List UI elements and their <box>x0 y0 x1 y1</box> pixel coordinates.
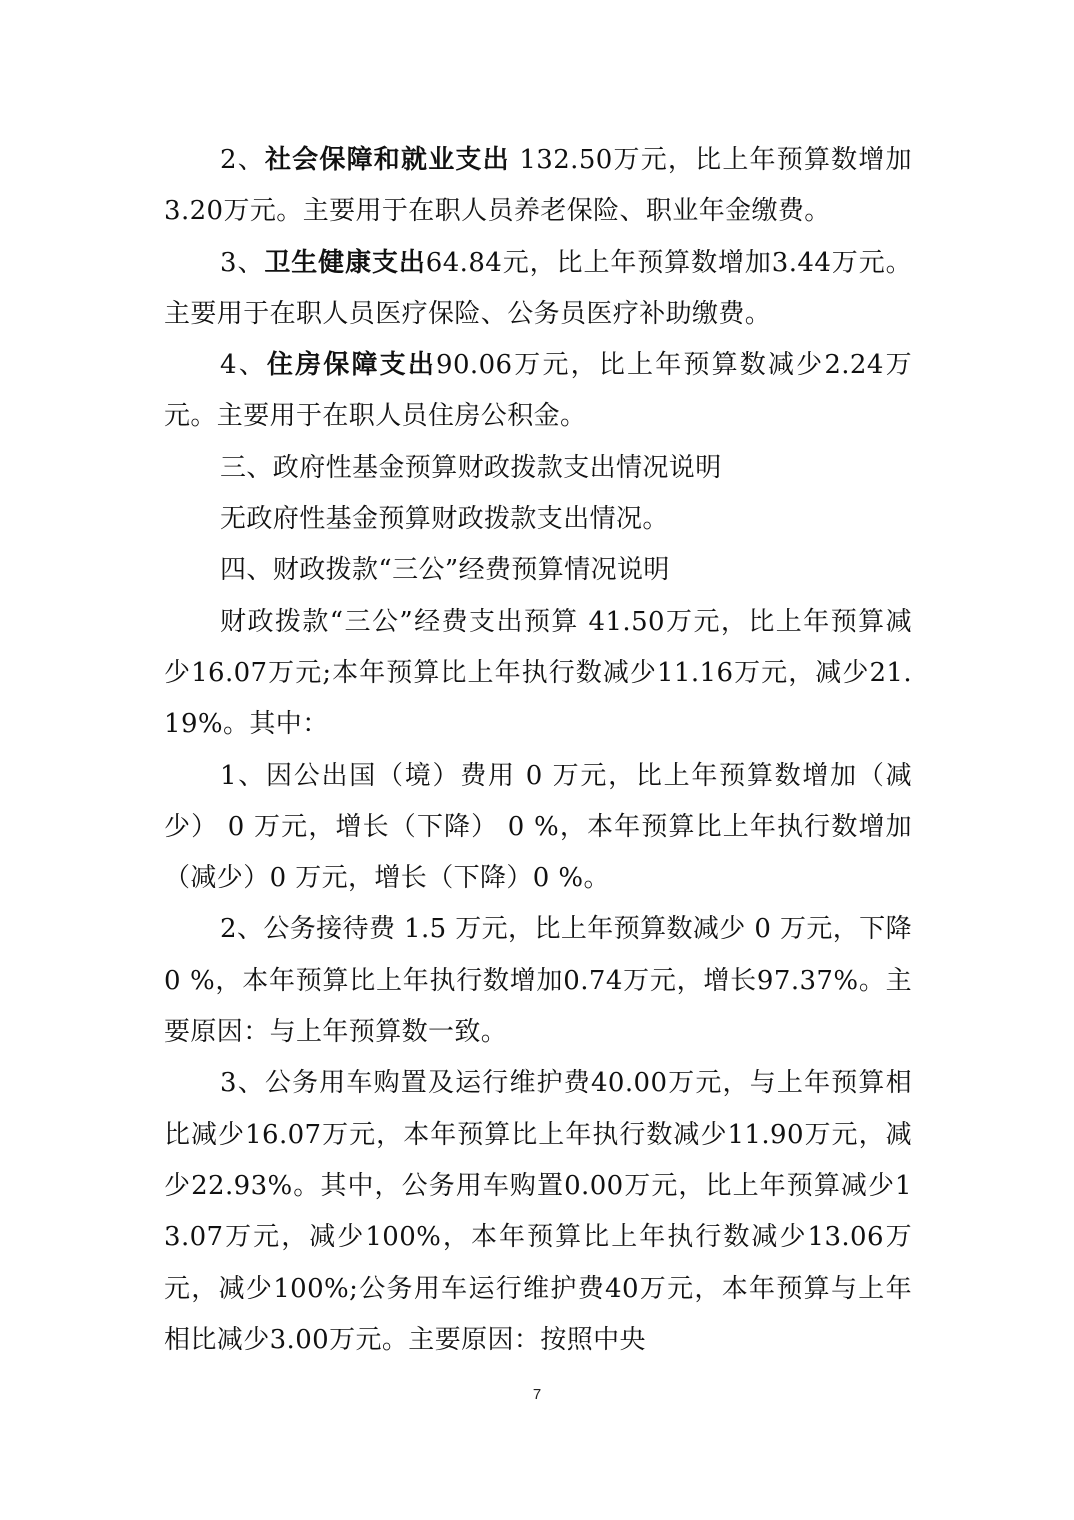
body-text <box>164 135 912 1366</box>
item-number: 3、 <box>220 247 265 278</box>
paragraph-text: 64.84元，比上年预算数增加3.44万元。主要用于在职人员医疗保险、公务员医疗补助缴费。 <box>164 247 912 329</box>
paragraph-text: 90.06万元，比上年预算数减少2.24万元。主要用于在职人员住房公积金。 <box>164 350 912 432</box>
paragraph-official-reception: 2、公务接待费 1.5 万元，比上年预算数减少 0 万元，下降 0 %，本年预算比上年执行数增加0.74万元，增长97.37%。主要原因：与上年预算数一致。 <box>164 914 912 1048</box>
paragraph-text: 132.50万元，比上年预算数增加3.20万元。主要用于在职人员养老保险、职业年金缴费。 <box>164 145 913 227</box>
paragraph-health-expense <box>164 238 912 341</box>
section-heading-government-fund: 三、政府性基金预算财政拨款支出情况说明 <box>220 452 722 483</box>
paragraph-official-vehicles: 3、公务用车购置及运行维护费40.00万元，与上年预算相比减少16.07万元，本年预算比上年执行数减少11.90万元，减少22.93%。其中，公务用车购置0.00万元，比上年预算减少13.07万元，减少100%，本年预算比上年执行数减少13.06万元，减少100%;公务用车运行维护费40万元，本年预算与上年相比减少3.00万元。主要原因：按照中央 <box>164 1068 912 1355</box>
paragraph-government-fund: 无政府性基金预算财政拨款支出情况。 <box>220 504 669 535</box>
expense-category-heading: 社会保障和就业支出 <box>264 145 510 175</box>
expense-category-heading: 卫生健康支出 <box>264 247 426 278</box>
page-number: 7 <box>532 1386 542 1403</box>
paragraph-housing-expense <box>164 340 912 443</box>
paragraph-overseas-travel: 1、因公出国（境）费用 0 万元，比上年预算数增加（减少） 0 万元，增长（下降） 0 %，本年预算比上年执行数增加（减少）0 万元，增长（下降）0 %。 <box>164 760 912 894</box>
expense-category-heading: 住房保障支出 <box>266 350 437 381</box>
section-heading-three-public: 四、财政拨款“三公”经费预算情况说明 <box>220 555 670 586</box>
paragraph-three-public-summary: 财政拨款“三公”经费支出预算 41.50万元，比上年预算减少16.07万元;本年预算比上年执行数减少11.16万元，减少21.19%。其中： <box>164 606 912 740</box>
item-number: 2、 <box>220 145 265 175</box>
paragraph-social-security-expense <box>164 135 912 238</box>
item-number: 4、 <box>220 350 267 381</box>
